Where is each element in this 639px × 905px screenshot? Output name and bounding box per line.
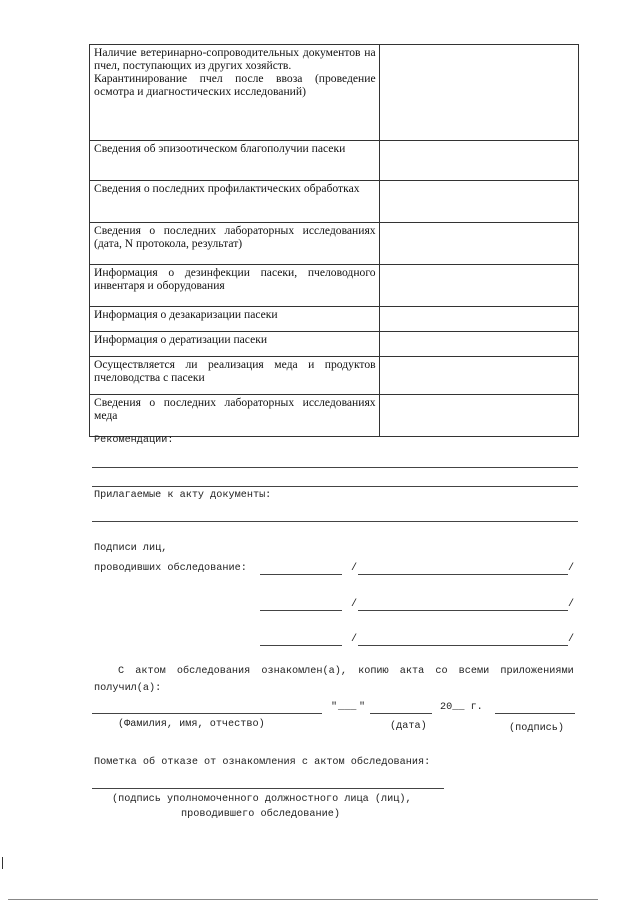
question-text: Информация о дезинфекции пасеки, пчеловодного инвентаря и оборудования: [94, 266, 376, 292]
question-text: Сведения о последних лабораторных исследованиях меда: [94, 396, 376, 422]
refusal-caption-2: проводившего обследование): [181, 809, 340, 820]
acquaint-text-2: получил(а):: [94, 683, 162, 694]
question-cell: [90, 332, 380, 357]
refusal-caption-1: (подпись уполномоченного должностного лица (лиц),: [112, 794, 412, 805]
question-cell: [90, 181, 380, 223]
acquaint-quote-close: ": [359, 702, 366, 713]
signature-line-3: [260, 645, 342, 646]
answer-cell[interactable]: [379, 332, 578, 357]
question-cell: [90, 395, 380, 437]
table-row: [90, 307, 579, 332]
answer-cell[interactable]: [379, 45, 578, 141]
survey-table: [89, 44, 579, 437]
attachments-line: [92, 521, 578, 522]
table-row: [90, 357, 579, 395]
signatures-label-2: проводивших обследование:: [94, 563, 247, 574]
signature-name-line-2: [358, 610, 568, 611]
question-text: Информация о дератизации пасеки: [94, 333, 268, 346]
recommendations-line-2: [92, 486, 578, 487]
question-text: Информация о дезакаризации пасеки: [94, 308, 278, 321]
answer-cell[interactable]: [379, 223, 578, 265]
table-row: [90, 332, 579, 357]
question-text: Наличие ветеринарно-сопроводительных документов на пчел, поступающих из других хозяйств.: [94, 46, 376, 72]
recommendations-line-1: [92, 467, 578, 468]
signature-slash-3: /: [351, 634, 358, 645]
signature-line-2: [260, 610, 342, 611]
answer-cell[interactable]: [379, 265, 578, 307]
acquaint-caption-date: (дата): [390, 721, 427, 732]
refusal-label: Пометка об отказе от ознакомления с актом обследования:: [94, 757, 431, 768]
signature-name-line-1: [358, 574, 568, 575]
question-text: Сведения об эпизоотическом благополучии пасеки: [94, 142, 346, 155]
page-bottom-rule: [8, 899, 598, 900]
acquaint-month-line: [370, 713, 432, 714]
signature-name-line-3: [358, 645, 568, 646]
acquaint-sign-line: [495, 713, 575, 714]
acquaint-quote-open: ": [331, 702, 338, 713]
attachments-label: Прилагаемые к акту документы:: [94, 490, 272, 501]
answer-cell[interactable]: [379, 395, 578, 437]
acquaint-caption-sign: (подпись): [509, 723, 565, 734]
table-row: [90, 223, 579, 265]
answer-cell[interactable]: [379, 181, 578, 223]
signature-slash-end-2: /: [568, 599, 575, 610]
question-cell: [90, 141, 380, 181]
question-cell: [90, 265, 380, 307]
answer-cell[interactable]: [379, 307, 578, 332]
question-cell: [90, 223, 380, 265]
question-cell: [90, 357, 380, 395]
signatures-label-1: Подписи лиц,: [94, 543, 168, 554]
recommendations-label: Рекомендации:: [94, 435, 174, 446]
question-text: Осуществляется ли реализация меда и продуктов пчеловодства с пасеки: [94, 358, 376, 384]
signature-slash-2: /: [351, 599, 358, 610]
table-row: [90, 45, 579, 141]
answer-cell[interactable]: [379, 357, 578, 395]
question-cell: [90, 45, 380, 141]
acquaint-year: 20__ г.: [440, 702, 483, 713]
acquaint-caption-name: (Фамилия, имя, отчество): [118, 719, 265, 730]
question-text: Сведения о последних лабораторных исследованиях (дата, N протокола, результат): [94, 224, 376, 250]
margin-mark: [2, 857, 3, 869]
signature-slash-end-3: /: [568, 634, 575, 645]
table-row: [90, 141, 579, 181]
acquaint-name-line: [92, 713, 322, 714]
answer-cell[interactable]: [379, 141, 578, 181]
question-text: Сведения о последних профилактических обработках: [94, 182, 360, 195]
refusal-line: [92, 788, 444, 789]
signature-line-1: [260, 574, 342, 575]
question-cell: [90, 307, 380, 332]
acquaint-day-blank: ___: [338, 702, 357, 713]
signature-slash-end-1: /: [568, 563, 575, 574]
table-row: [90, 265, 579, 307]
signature-slash-1: /: [351, 563, 358, 574]
table-row: [90, 395, 579, 437]
table-row: [90, 181, 579, 223]
question-text: Карантинирование пчел после ввоза (проведение осмотра и диагностических исследований): [94, 72, 376, 98]
acquaint-text-1: С актом обследования ознакомлен(а), копию акта со всеми приложениями: [118, 666, 574, 677]
